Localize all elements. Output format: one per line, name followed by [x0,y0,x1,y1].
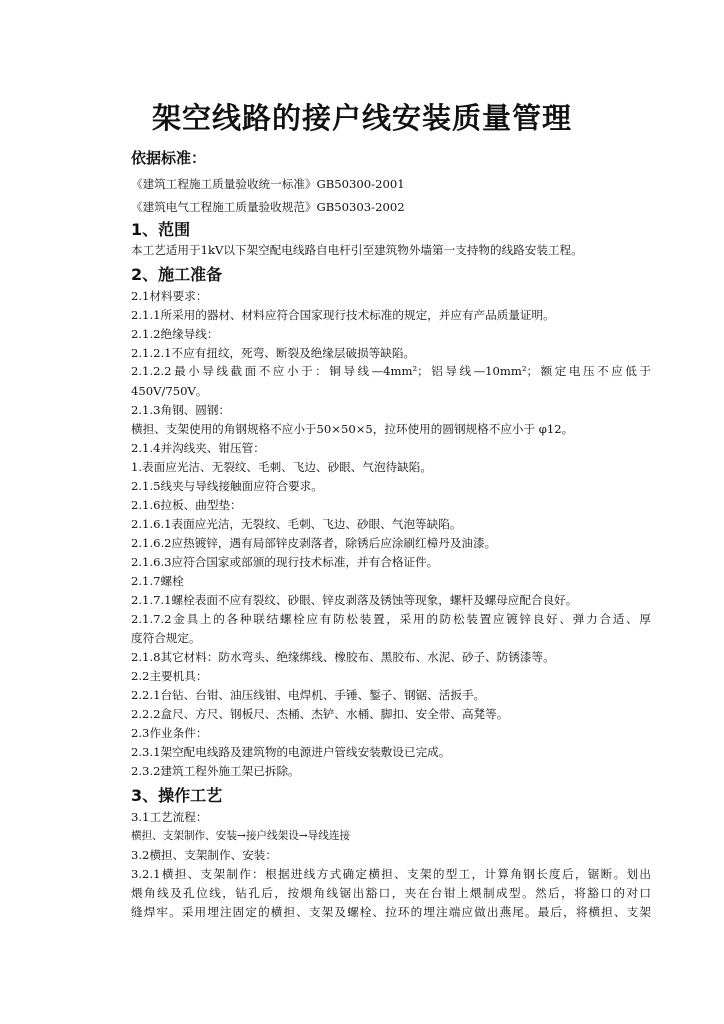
text-line: 2.1.2.2最小导线截面不应小于：铜导线—4mm²；铝导线—10mm²；额定电压不应低于 [131,364,651,378]
text-line: 2.3.1架空配电线路及建筑物的电源进户管线安装敷设已完成。 [131,745,451,759]
text-line: 2.1.2.1不应有扭纹，死弯、断裂及绝缘层破损等缺陷。 [131,346,416,360]
text-line: 缝焊牢。采用埋注固定的横担、支架及螺栓、拉环的埋注端应做出燕尾。最后，将横担、支架 [131,905,651,919]
text-line: 2.2主要机具： [131,669,208,683]
text-line: 2.3作业条件： [131,726,208,740]
text-line: 3.2.1横担、支架制作：根据进线方式确定横担、支架的型工，计算角钢长度后，锯断。划出 [131,867,651,881]
text-line: 2.2.2盒尺、方尺、钢板尺、杰桶、杰铲、水桶、脚扣、安全带、高凳等。 [131,707,509,721]
text-line: 3.2横担、支架制作、安装： [131,848,277,862]
text-line: 2.1材料要求： [131,289,208,303]
text-line: 1.表面应光洁、无裂纹、毛刺、飞边、砂眼、气泡待缺陷。 [131,460,432,474]
text-line: 2.1.6.1表面应光洁，无裂纹、毛刺、飞边、砂眼、气泡等缺陷。 [131,517,462,531]
text-line: 2.1.6.3应符合国家或部颁的现行技术标准，并有合格证件。 [131,555,439,569]
text-line: 2.1.1所采用的器材、材料应符合国家现行技术标准的规定，并应有产品质量证明。 [131,308,555,322]
text-line: 450V/750V。 [131,384,208,398]
text-line: 2.1.7.1螺栓表面不应有裂纹、砂眼、锌皮剥落及锈蚀等现象，螺杆及螺母应配合良好。 [131,593,578,607]
scope-text: 本工艺适用于1kV以下架空配电线路自电杆引至建筑物外墙第一支持物的线路安装工程。 [131,243,583,257]
text-line: 2.1.4并沟线夹、钳压管： [131,441,265,455]
section-heading-prep: 2、施工准备 [131,265,223,284]
text-line: 3.1工艺流程： [131,810,208,824]
section-heading-ops: 3、操作工艺 [131,786,223,805]
text-line: 2.1.8其它材料：防水弯头、绝缘绑线、橡胶布、黑胶布、水泥、砂子、防锈漆等。 [131,650,555,664]
section-heading-scope: 1、范围 [131,220,191,239]
text-line: 2.1.2绝缘导线： [131,327,219,341]
text-line: 2.2.1台钻、台钳、油压线钳、电焊机、手锤、錾子、钢锯、活扳手。 [131,688,486,702]
standard-line: 《建筑工程施工质量验收统一标准》GB50300-2001 [131,177,405,191]
text-line: 横担、支架使用的角钢规格不应小于50×50×5，拉环使用的圆钢规格不应小于 φ12。 [131,422,574,436]
text-line: 度符合规定。 [131,631,201,645]
basis-heading: 依据标准： [131,149,207,167]
text-line: 2.3.2建筑工程外施工架已拆除。 [131,764,300,778]
text-line: 2.1.7.2金具上的各种联结螺栓应有防松装置，采用的防松装置应镀锌良好、弹力合适、厚 [131,612,651,626]
text-line: 2.1.5线夹与导线接触面应符合要求。 [131,479,323,493]
standard-line: 《建筑电气工程施工质量验收规范》GB50303-2002 [131,200,405,214]
text-line: 2.1.3角钢、圆钢： [131,403,231,417]
text-line: 2.1.6拉板、曲型垫： [131,498,242,512]
document-title: 架空线路的接户线安装质量管理 [151,101,572,135]
text-line: 2.1.6.2应热镀锌，遇有局部锌皮剥落者，除锈后应涂刷红樟丹及油漆。 [131,536,497,550]
text-line: 2.1.7螺栓 [131,574,184,588]
text-line: 煨角线及孔位线，钻孔后，按煨角线锯出豁口，夹在台钳上煨制成型。然后，将豁口的对口 [131,886,651,900]
process-flow-line: 横担、支架制作、安装→接户线架设→导线连接 [131,830,351,842]
